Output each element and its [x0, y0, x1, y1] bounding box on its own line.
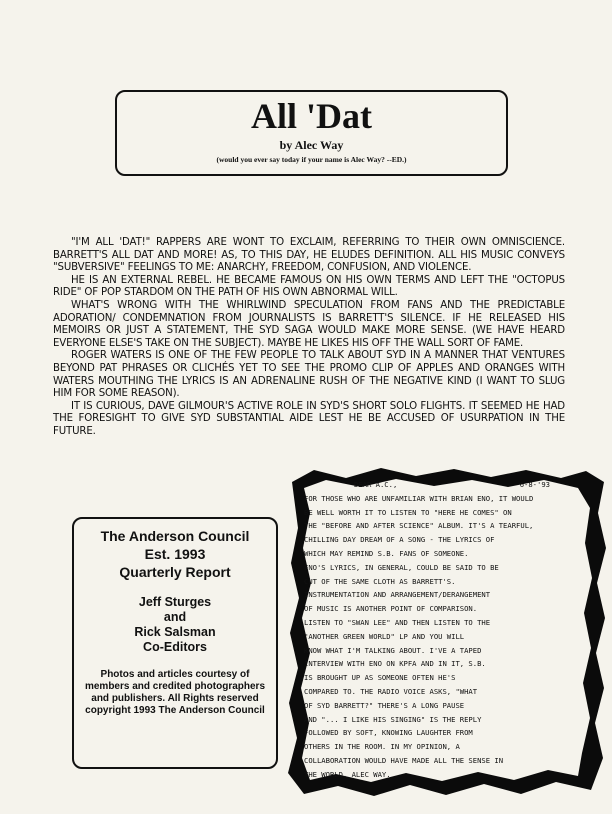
letter-line: "ANOTHER GREEN WORLD" LP AND YOU WILL — [304, 631, 465, 641]
letter-line: FOLLOWED BY SOFT, KNOWING LAUGHTER FROM — [304, 728, 473, 738]
article-byline: by Alec Way — [279, 138, 344, 152]
letter-line: LISTEN TO "SWAN LEE" AND THEN LISTEN TO THE — [304, 617, 491, 627]
report-type: Quarterly Report — [119, 564, 231, 580]
editor-name: Rick Salsman — [134, 625, 216, 639]
letter-line: ENO'S LYRICS, IN GENERAL, COULD BE SAID TO BE — [304, 562, 499, 572]
letter-line: OF SYD BARRETT?" THERE'S A LONG PAUSE — [304, 700, 465, 710]
newsletter-info-box — [72, 517, 278, 769]
letter-line: THE "BEFORE AND AFTER SCIENCE" ALBUM. IT'S A TEARFUL, — [304, 521, 534, 531]
article-body — [53, 237, 565, 439]
copyright-credits: Photos and articles courtesy of members and credited photographers and publishers. All Rights reserved copyright 1993 The Anderson Council — [84, 669, 266, 716]
letter-line: OTHERS IN THE ROOM. IN MY OPINION, A — [304, 742, 460, 752]
letter-line: THE WORLD. ALEC WAY. — [304, 769, 391, 779]
letter-line: CUT OF THE SAME CLOTH AS BARRETT'S. — [304, 576, 456, 586]
org-established: Est. 1993 — [144, 546, 206, 562]
letter-line: BE WELL WORTH IT TO LISTEN TO "HERE HE COMES" ON — [304, 507, 512, 517]
letter-line: FOR THOSE WHO ARE UNFAMILIAR WITH BRIAN ENO, IT WOULD — [304, 493, 534, 503]
letter-line: IS BROUGHT UP AS SOMEONE OFTEN HE'S — [304, 673, 456, 683]
letter-line: OF MUSIC IS ANOTHER POINT OF COMPARISON. — [304, 604, 478, 614]
editor-conjunction: and — [163, 610, 187, 624]
letter-line: WHICH MAY REMIND S.B. FANS OF SOMEONE. — [304, 548, 469, 558]
article-paragraph: HE IS AN EXTERNAL REBEL. HE BECAME FAMOUS ON HIS OWN TERMS AND LEFT THE "OCTOPUS RIDE" OF POP STARDOM ON THE PATH OF HIS OWN ABNORMAL WILL. — [53, 274, 565, 299]
title-box — [115, 90, 508, 176]
org-name: The Anderson Council — [100, 528, 250, 544]
article-title: All 'Dat — [251, 96, 372, 136]
letter-text — [304, 478, 590, 794]
article-paragraph: "I'M ALL 'DAT!" RAPPERS ARE WONT TO EXCLAIM, REFERRING TO THEIR OWN OMNISCIENCE. BARRETT'S ALL DAT AND MORE! AS, TO THIS DAY, HE ELUDES DEFINITION. ALL HIS MUSIC CONVEYS "SUBVERSIVE" FEELINGS TO ME: ANARCHY, FREEDOM, CONFUSION, AND VIOLENCE. — [53, 237, 565, 274]
editor-name: Jeff Sturges — [138, 595, 212, 609]
letter-line: AND "... I LIKE HIS SINGING" IS THE REPLY — [304, 714, 482, 724]
handwritten-letter — [286, 468, 608, 798]
letter-line: KNOW WHAT I'M TALKING ABOUT. I'VE A TAPED — [304, 645, 482, 655]
editor-role: Co-Editors — [143, 640, 207, 654]
letter-salutation: DEAR A.C., — [354, 480, 398, 489]
article-paragraph: IT IS CURIOUS, DAVE GILMOUR'S ACTIVE ROLE IN SYD'S SHORT SOLO FLIGHTS. IT SEEMED HE HAD THE FORESIGHT TO GIVE SYD SUBSTANTIAL AIDE LEST HE BE ACCUSED OF USURPATION IN THE FUTURE. — [53, 400, 565, 437]
article-paragraph: WHAT'S WRONG WITH THE WHIRLWIND SPECULATION FROM FANS AND THE PREDICTABLE ADORATION/ CONDEMNATION FROM JOURNALISTS IS BARRETT'S SILENCE. IF HE RELEASED HIS MEMOIRS OR JUST A STATEMENT, THE SYD SAGA WOULD MAKE MORE SENSE. (WE HAVE HEARD EVERYONE ELSE'S TAKE ON THE SUBJECT). MAYBE HE LIKES HIS OFF THE WALL SORT OF FAME. — [53, 299, 565, 349]
letter-line: INTERVIEW WITH ENO ON KPFA AND IN IT, S.B. — [304, 659, 486, 669]
letter-date: 6-8-'93 — [519, 480, 550, 489]
editor-note: (would you ever say today if your name is Alec Way? --ED.) — [216, 155, 407, 164]
letter-line: CHILLING DAY DREAM OF A SONG - THE LYRICS OF — [304, 535, 495, 545]
article-paragraph: ROGER WATERS IS ONE OF THE FEW PEOPLE TO TALK ABOUT SYD IN A MANNER THAT VENTURES BEYOND PAT PHRASES OR CLICHÉS YET TO SEE THE PROMO CLIP OF APPLES AND ORANGES WITH WATERS MOUTHING THE LYRICS IS AN ADRENALINE RUSH OF THE NEGATIVE KIND (I WANT TO SLUG HIM FOR SOME REASON). — [53, 350, 565, 400]
letter-line: COMPARED TO. THE RADIO VOICE ASKS, "WHAT — [304, 686, 478, 696]
letter-line: COLLABORATION WOULD HAVE MADE ALL THE SENSE IN — [304, 755, 504, 765]
letter-line: INSTRUMENTATION AND ARRANGEMENT/DERANGEMENT — [304, 590, 491, 600]
